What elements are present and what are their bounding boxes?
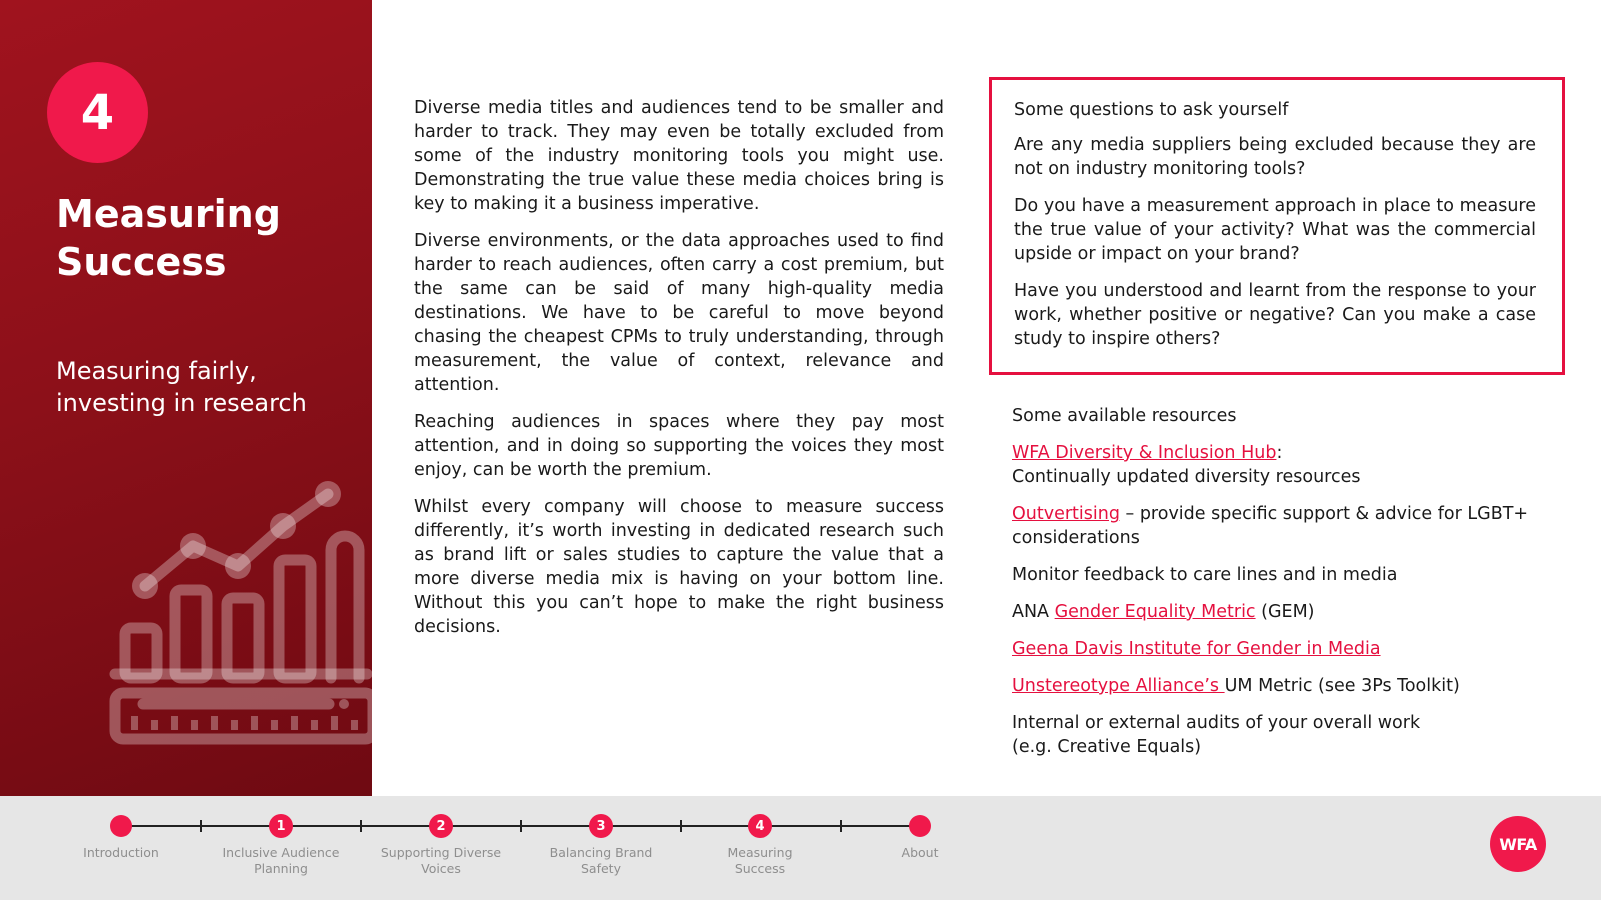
footer-nav-bar — [0, 796, 1601, 900]
nav-label: Inclusive Audience Planning — [222, 845, 340, 876]
audits-line-1: Internal or external audits of your overall work — [1012, 713, 1421, 733]
resource-geena-davis — [1012, 637, 1552, 661]
resources-list — [1012, 404, 1552, 772]
nav-label: About — [901, 845, 939, 860]
nav-item-supporting-diverse-voices[interactable] — [371, 796, 511, 877]
wfa-logo[interactable]: WFA — [1490, 816, 1546, 872]
nav-item-balancing-brand-safety[interactable] — [531, 796, 671, 877]
questions-heading: Some questions to ask yourself — [1014, 100, 1289, 120]
body-paragraph: Diverse media titles and audiences tend to be smaller and harder to track. They may even be totally excluded from some of the industry monitoring tools you might use. Demonstrating the true value these media choices bring is key to making it a business imperative. — [414, 98, 944, 214]
nav-dot: 3 — [589, 814, 613, 838]
nav-dot: 4 — [748, 814, 772, 838]
wfa-hub-colon: : — [1276, 443, 1283, 463]
question-item: Have you understood and learnt from the response to your work, whether positive or negative? Can you make a case study to inspire others? — [1014, 281, 1536, 349]
nav-dot — [110, 815, 132, 837]
nav-dot — [909, 815, 931, 837]
audits-line-2: (e.g. Creative Equals) — [1012, 737, 1202, 757]
ana-prefix: ANA — [1012, 602, 1055, 622]
nav-dot: 2 — [429, 814, 453, 838]
nav-label: Supporting Diverse Voices — [380, 845, 502, 876]
resource-monitor-feedback: Monitor feedback to care lines and in media — [1012, 565, 1398, 585]
nav-item-about[interactable] — [850, 796, 990, 861]
nav-label: Measuring Success — [727, 845, 793, 876]
question-item: Are any media suppliers being excluded because they are not on industry monitoring tools? — [1014, 135, 1536, 179]
section-number-badge: 4 — [47, 62, 148, 163]
outvertising-description: – provide specific support & advice for LGBT+ considerations — [1012, 504, 1529, 548]
nav-item-inclusive-audience-planning[interactable] — [211, 796, 351, 877]
nav-dot: 1 — [269, 814, 293, 838]
resource-unstereotype — [1012, 674, 1552, 698]
question-item: Do you have a measurement approach in place to measure the true value of your activity? What was the commercial upside or impact on your brand? — [1014, 196, 1536, 264]
resource-outvertising — [1012, 502, 1552, 550]
unstereotype-suffix: UM Metric (see 3Ps Toolkit) — [1224, 676, 1460, 696]
resource-wfa-hub — [1012, 441, 1552, 489]
body-paragraph: Reaching audiences in spaces where they pay most attention, and in doing so supporting the voices they most enjoy, can be worth the premium. — [414, 412, 944, 480]
nav-label: Balancing Brand Safety — [549, 845, 653, 876]
body-paragraph: Diverse environments, or the data approaches used to find harder to reach audiences, often carry a cost premium, but the same can be said of many high-quality media destinations. We have to be careful to move beyond chasing the cheapest CPMs to truly understanding, through measurement, the value of context, relevance and attention. — [414, 231, 944, 395]
nav-tick — [520, 820, 522, 832]
nav-tick — [200, 820, 202, 832]
resources-heading: Some available resources — [1012, 406, 1237, 426]
questions-box — [989, 77, 1565, 375]
body-text — [414, 96, 944, 652]
unstereotype-alliance-link[interactable]: Unstereotype Alliance’s — [1012, 676, 1225, 696]
nav-item-measuring-success[interactable] — [690, 796, 830, 877]
section-subtitle: Measuring fairly, investing in research — [56, 357, 307, 417]
ana-suffix: (GEM) — [1255, 602, 1315, 622]
nav-tick — [680, 820, 682, 832]
section-sidebar — [0, 0, 372, 796]
section-title: Measuring Success — [56, 192, 281, 284]
wfa-hub-description: Continually updated diversity resources — [1012, 467, 1361, 487]
nav-item-introduction[interactable] — [51, 796, 191, 861]
nav-tick — [840, 820, 842, 832]
wfa-hub-link[interactable]: WFA Diversity & Inclusion Hub — [1012, 443, 1277, 463]
body-paragraph: Whilst every company will choose to measure success differently, it’s worth investing in dedicated research such as brand lift or sales studies to capture the value that a more diverse media mix is having on your bottom line. Without this you can’t hope to make the right business decisions. — [414, 497, 944, 637]
gender-equality-metric-link[interactable]: Gender Equality Metric — [1054, 602, 1256, 622]
resource-ana-gem — [1012, 600, 1552, 624]
nav-label: Introduction — [83, 845, 159, 860]
resource-audits — [1012, 711, 1552, 759]
growth-chart-icon — [105, 480, 372, 760]
geena-davis-link[interactable]: Geena Davis Institute for Gender in Media — [1012, 639, 1381, 659]
nav-tick — [360, 820, 362, 832]
outvertising-link[interactable]: Outvertising — [1012, 504, 1120, 524]
